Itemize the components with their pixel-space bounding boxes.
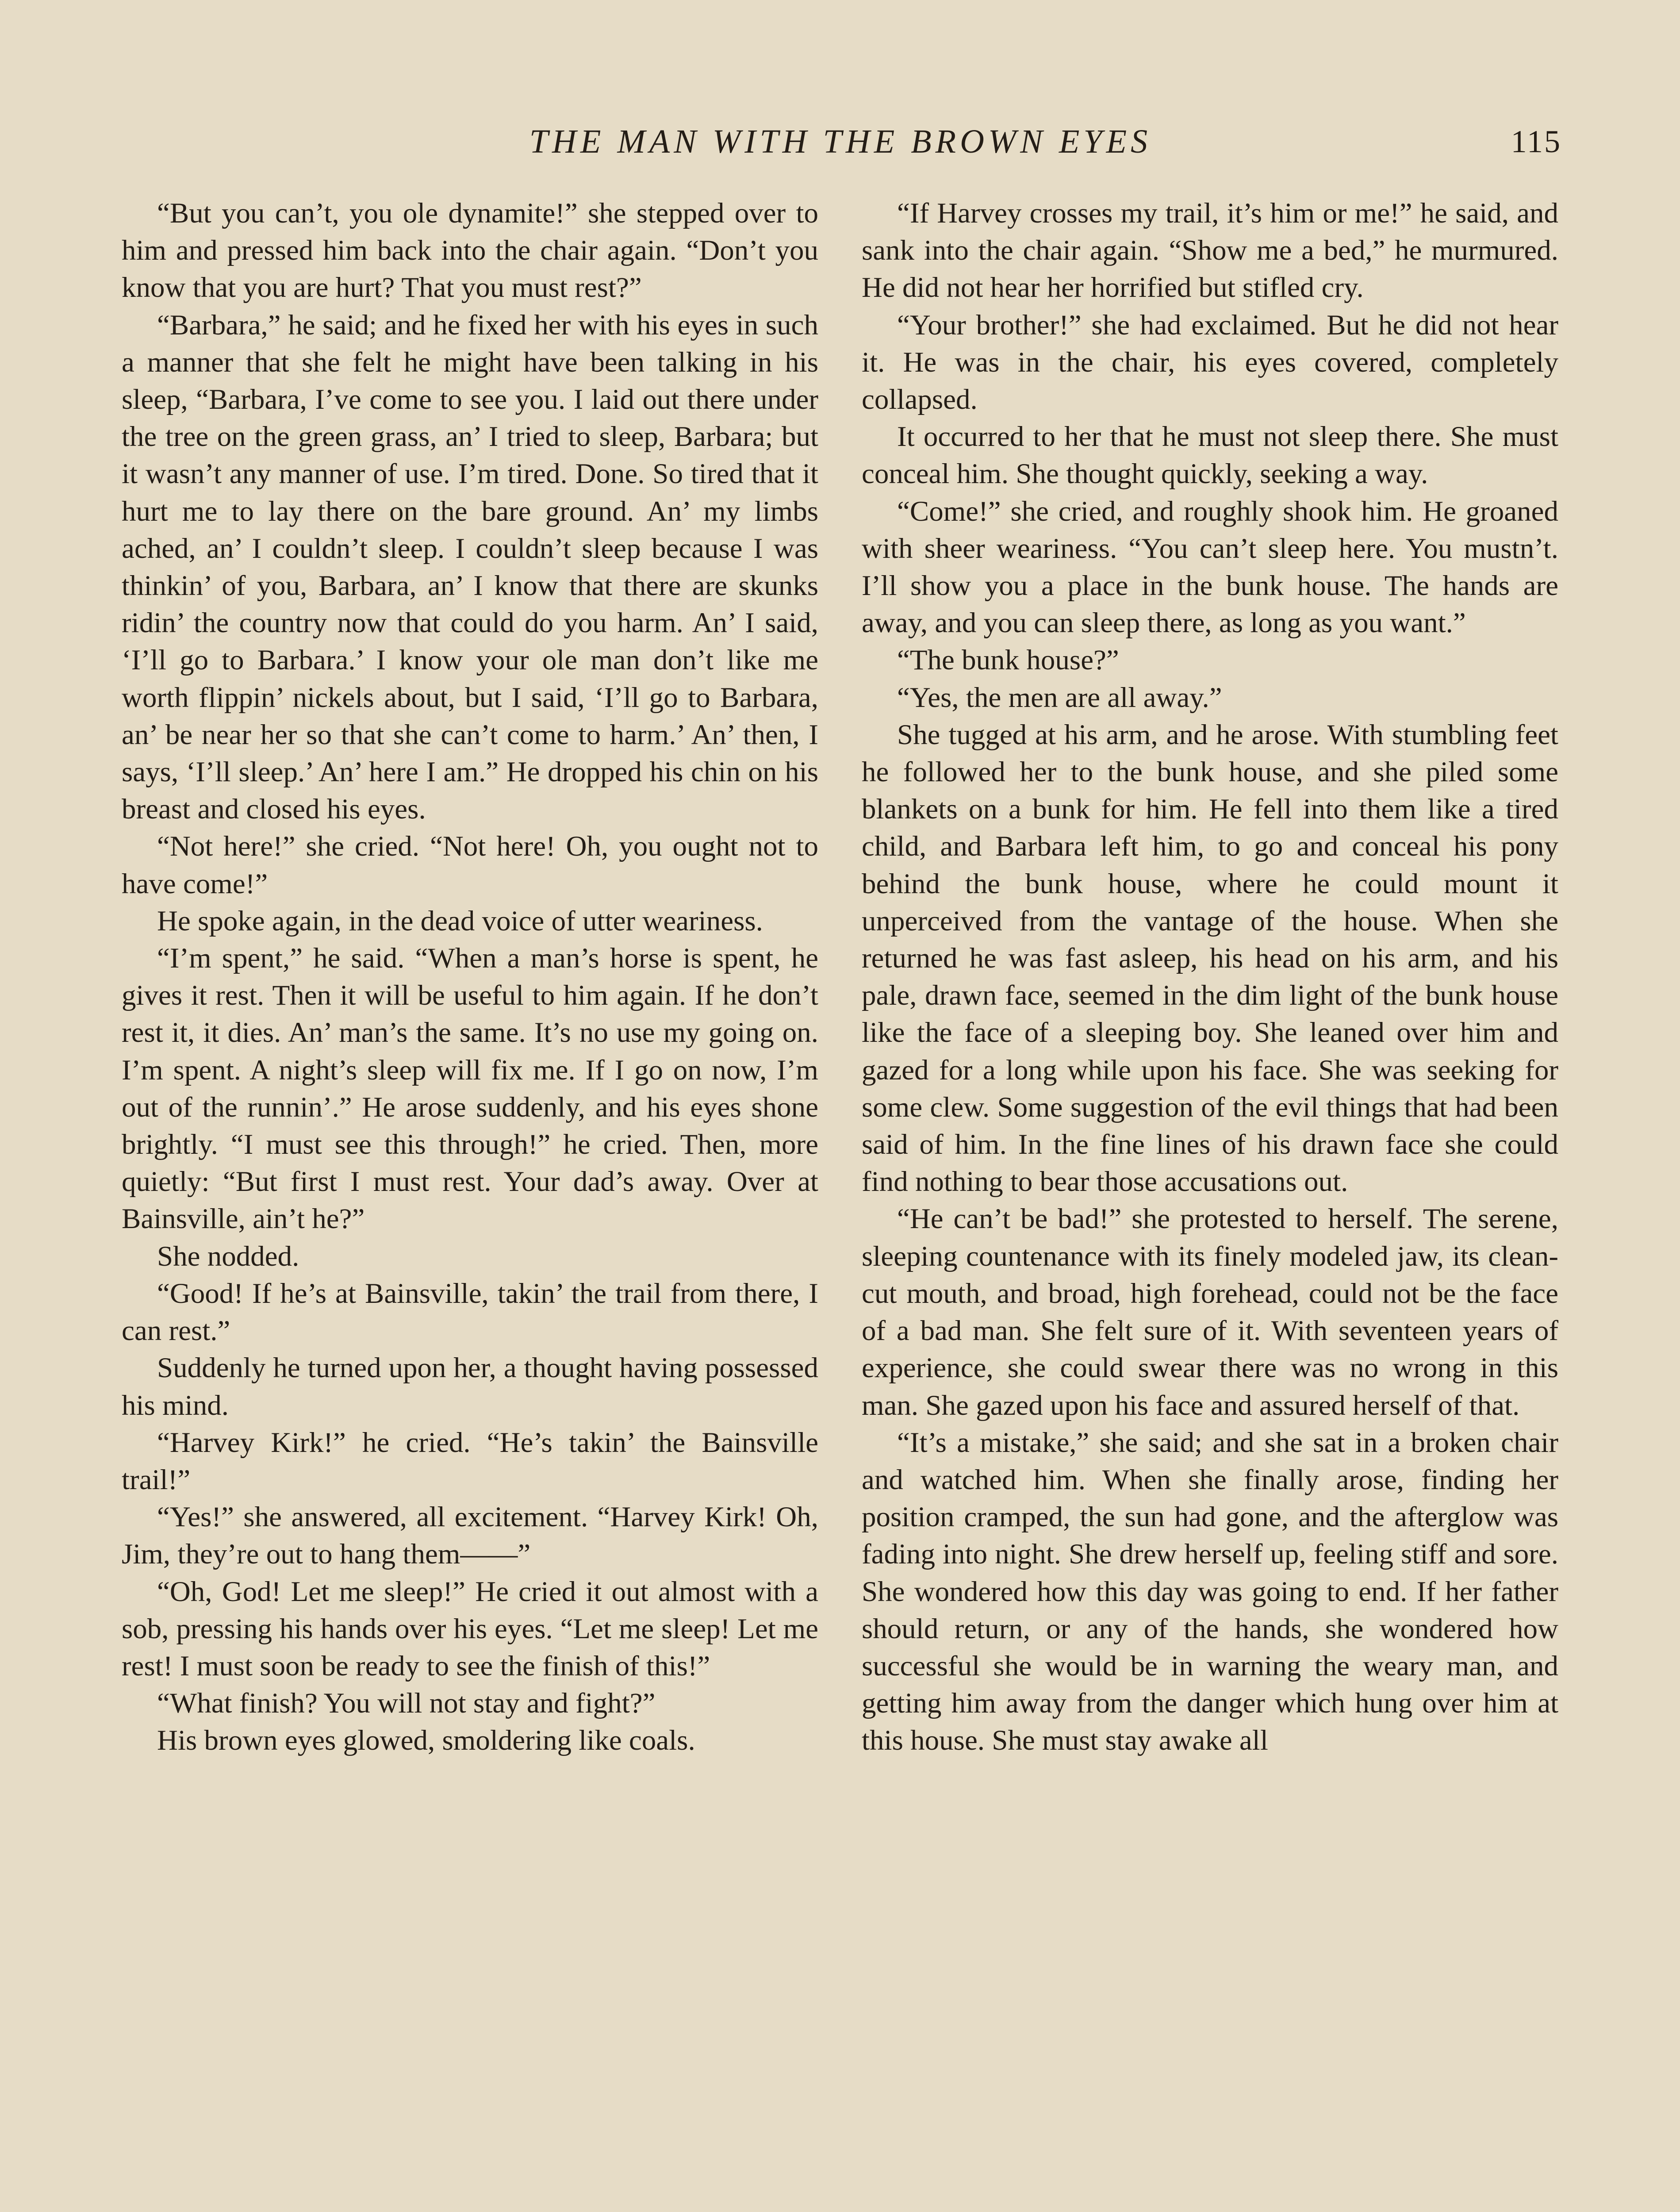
paragraph: Suddenly he turned upon her, a thought having possessed his mind. bbox=[122, 1352, 818, 1421]
paragraph: It occurred to her that he must not sleep there. She must conceal him. She thought quickly, seeking a way. bbox=[862, 421, 1558, 490]
paragraph: “I’m spent,” he said. “When a man’s horse is spent, he gives it rest. Then it will be useful to him again. If he don’t rest it, it dies. An’ man’s the same. It’s no use my going on. I’m spent. A night’s sleep will fix me. If I go on now, I’m out of the runnin’.” He arose suddenly, and his eyes shone brightly. “I must see this through!” he cried. Then, more quietly: “But first I must rest. Your dad’s away. Over at Bainsville, ain’t he?” bbox=[122, 942, 818, 1235]
paragraph: “The bunk house?” bbox=[897, 644, 1119, 676]
paragraph: “Good! If he’s at Bainsville, takin’ the trail from there, I can rest.” bbox=[122, 1277, 818, 1347]
paragraph: “Yes, the men are all away.” bbox=[897, 681, 1222, 714]
paragraph: “Harvey Kirk!” he cried. “He’s takin’ the Bainsville trail!” bbox=[122, 1426, 818, 1496]
paragraph: “What finish? You will not stay and fight?” bbox=[157, 1687, 656, 1720]
page-header bbox=[119, 119, 1561, 168]
running-title: THE MAN WITH THE BROWN EYES bbox=[529, 123, 1152, 160]
paragraph: “Oh, God! Let me sleep!” He cried it out almost with a sob, pressing his hands over his eyes. “Let me sleep! Let me rest! I must soon be ready to see the finish of this!” bbox=[122, 1575, 818, 1682]
paragraph: “He can’t be bad!” she protested to herself. The serene, sleeping countenance with its finely modeled jaw, its clean-cut mouth, and broad, high forehead, could not be the face of a bad man. She felt sure of it. With seventeen years of experience, she could swear there was no wrong in this man. She gazed upon his face and assured herself of that. bbox=[862, 1203, 1558, 1421]
right-column bbox=[862, 195, 1558, 1759]
paragraph: “It’s a mistake,” she said; and she sat in a broken chair and watched him. When she finally arose, finding her position cramped, the sun had gone, and the afterglow was fading into night. She drew herself up, feeling stiff and sore. She wondered how this day was going to end. If her father should return, or any of the hands, she wondered how successful she would be in warning the weary man, and getting him away from the danger which hung over him at this house. She must stay awake all bbox=[862, 1426, 1558, 1757]
paragraph: She tugged at his arm, and he arose. With stumbling feet he followed her to the bunk house, and she piled some blankets on a bunk for him. He fell into them like a tired child, and Barbara left him, to go and conceal his pony behind the bunk house, where he could mount it unperceived from the vantage of the house. When she returned he was fast asleep, his head on his arm, and his pale, drawn face, seemed in the dim light of the bunk house like the face of a sleeping boy. She leaned over him and gazed for a long while upon his face. She was seeking for some clew. Some suggestion of the evil things that had been said of him. In the fine lines of his drawn face she could find nothing to bear those accusations out. bbox=[862, 718, 1558, 1198]
paragraph: “If Harvey crosses my trail, it’s him or me!” he said, and sank into the chair again. “Show me a bed,” he murmured. He did not hear her horrified but stifled cry. bbox=[862, 197, 1558, 304]
paragraph: “But you can’t, you ole dynamite!” she stepped over to him and pressed him back into the chair again. “Don’t you know that you are hurt? That you must rest?” bbox=[122, 197, 818, 304]
paragraph: He spoke again, in the dead voice of utter weariness. bbox=[157, 905, 763, 937]
page-number: 115 bbox=[1511, 124, 1561, 159]
paragraph: “Barbara,” he said; and he fixed her with his eyes in such a manner that she felt he might have been talking in his sleep, “Barbara, I’ve come to see you. I laid out there under the tree on the green grass, an’ I tried to sleep, Barbara; but it wasn’t any manner of use. I’m tired. Done. So tired that it hurt me to lay there on the bare ground. An’ my limbs ached, an’ I couldn’t sleep. I couldn’t sleep because I was thinkin’ of you, Barbara, an’ I know that there are skunks ridin’ the country now that could do you harm. An’ I said, ‘I’ll go to Barbara.’ I know your ole man don’t like me worth flippin’ nickels about, but I said, ‘I’ll go to Barbara, an’ be near her so that she can’t come to harm.’ An’ then, I says, ‘I’ll sleep.’ An’ here I am.” He dropped his chin on his breast and closed his eyes. bbox=[122, 309, 818, 826]
paragraph: “Come!” she cried, and roughly shook him. He groaned with sheer weariness. “You can’t sleep here. You mustn’t. I’ll show you a place in the bunk house. The hands are away, and you can sleep there, as long as you want.” bbox=[862, 495, 1558, 639]
paragraph: She nodded. bbox=[157, 1240, 299, 1272]
paragraph: “Yes!” she answered, all excitement. “Harvey Kirk! Oh, Jim, they’re out to hang them——” bbox=[122, 1501, 818, 1571]
paragraph: “Your brother!” she had exclaimed. But he did not hear it. He was in the chair, his eyes covered, completely collapsed. bbox=[862, 309, 1558, 416]
paragraph: “Not here!” she cried. “Not here! Oh, you ought not to have come!” bbox=[122, 830, 818, 900]
left-column bbox=[122, 195, 818, 1759]
paragraph: His brown eyes glowed, smoldering like coals. bbox=[157, 1724, 695, 1757]
